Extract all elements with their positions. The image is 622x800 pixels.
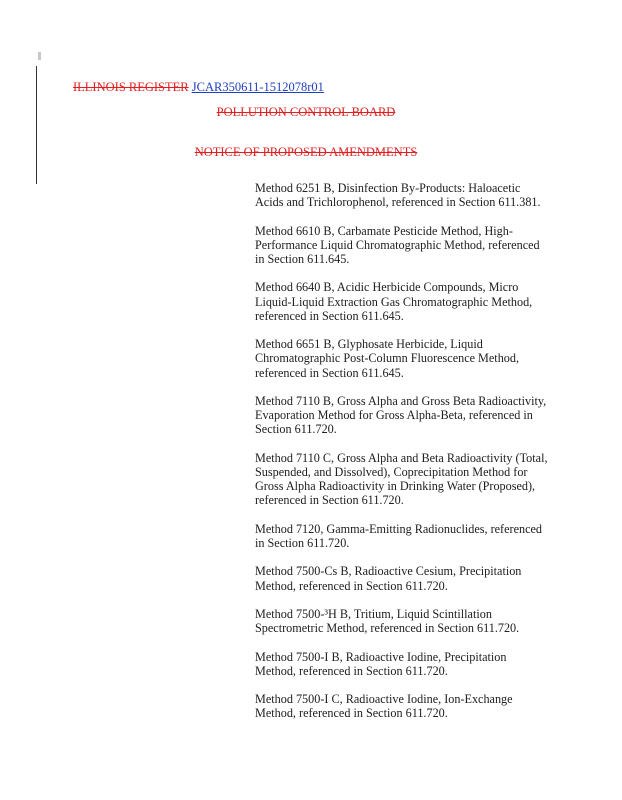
method-item: Method 7500-Cs B, Radioactive Cesium, Precipitation Method, referenced in Section 611.720. [255, 564, 522, 593]
revision-margin-bar [36, 66, 37, 184]
method-item: Method 7110 C, Gross Alpha and Beta Radioactivity (Total, Suspended, and Dissolved), Coprecipitation Method for Gross Alpha Radioactivity in Drinking Water (Proposed), referenced in Section 611.720. [255, 450, 548, 508]
method-item: Method 7120, Gamma-Emitting Radionuclides, referenced in Section 611.720. [255, 521, 543, 550]
register-inserted-text: JCAR350611-1512078r01 [191, 80, 324, 94]
method-item: Method 6251 B, Disinfection By-Products: Haloacetic Acids and Trichlorophenol, referenced in Section 611.381. [255, 181, 541, 210]
method-item: Method 7500-³H B, Tritium, Liquid Scintillation Spectrometric Method, referenced in Section 611.720. [255, 606, 520, 636]
method-item: Method 6610 B, Carbamate Pesticide Method, High-Performance Liquid Chromatographic Method, referenced in Section 611.645. [255, 223, 540, 266]
method-item: Method 7500-I B, Radioactive Iodine, Precipitation Method, referenced in Section 611.720. [255, 649, 507, 678]
method-list [255, 181, 550, 735]
method-item: Method 6651 B, Glyphosate Herbicide, Liquid Chromatographic Post-Column Fluorescence Method, referenced in Section 611.645. [255, 337, 520, 380]
notice-deleted-text: NOTICE OF PROPOSED AMENDMENTS [194, 145, 418, 159]
method-item: Method 7110 B, Gross Alpha and Gross Beta Radioactivity, Evaporation Method for Gross Alpha-Beta, referenced in Section 611.720. [255, 393, 547, 437]
agency-deleted-text: POLLUTION CONTROL BOARD [216, 105, 396, 119]
register-deleted-text: ILLINOIS REGISTER [73, 80, 189, 94]
method-item: Method 7500-I C, Radioactive Iodine, Ion-Exchange Method, referenced in Section 611.720. [255, 692, 513, 721]
agency-heading [0, 105, 612, 120]
register-header [73, 80, 324, 95]
method-item: Method 6640 B, Acidic Herbicide Compounds, Micro Liquid-Liquid Extraction Gas Chromatographic Method, referenced in Section 611.645. [255, 280, 533, 323]
scan-mark [38, 52, 41, 60]
notice-heading [0, 145, 612, 160]
